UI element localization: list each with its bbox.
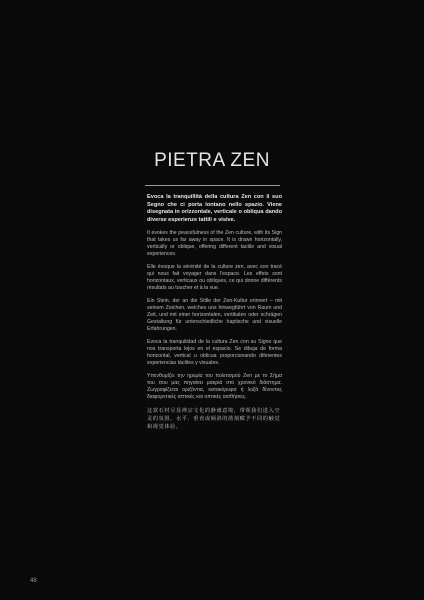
paragraph-greek: Υπενθυμίζει την ηρεμία του πολιτισμού Zen με το Σήμα του που μας πηγαίνει μακριά στο χρονικό διάστημα. Ζωγραφίζεται οριζόντια, κατακόρυφα ή λοξά δίνοντας διαφορετικές απτικές και οπτικές αισθήσεις. bbox=[147, 373, 282, 401]
title-divider bbox=[145, 185, 280, 186]
page-title: PIETRA ZEN bbox=[154, 150, 270, 171]
paragraph-spanish: Evoca la tranquilidad de la cultura Zen con su Signo que nos transporta lejos en el espacio. Se dibuja de forma horizontal, vertical u oblicua proporcionando diferentes experiencias táctiles y visuales. bbox=[147, 339, 282, 367]
paragraph-german: Ein Stein, der an die Stille der Zen-Kultur erinnert – mit seinem Zeichen, welches uns hinwegführt von Raum und Zeit, und mit einer horizontalen, vertikalen oder schrägen Gestaltung für unterschiedliche haptische und visuelle Erfahrungen. bbox=[147, 298, 282, 333]
paragraph-chinese: 这款石材尽显禅宗文化的静谧意境，带领我们进入空灵的氛围。水平、垂直或倾斜的凿刻赋予不同的触觉和视觉体验。 bbox=[147, 408, 281, 431]
paragraph-english: It evokes the peacefulness of the Zen culture, with its Sign that takes us far away in space. It is drawn horizontally, vertically or oblique, offering different tactile and visual experiences. bbox=[147, 230, 282, 258]
description-block bbox=[147, 194, 282, 431]
page-number: 48 bbox=[30, 578, 37, 584]
paragraph-italian: Evoca la tranquillità della cultura Zen con il suo Segno che ci porta lontano nello spazio. Viene disegnata in orizzontale, verticale o obliqua dando diverse esperienze tattili e visive. bbox=[147, 194, 282, 223]
paragraph-french: Elle évoque la sérénité de la culture zen, avec son tracé qui nous fait voyager dans l'espace. Les effets sont horizontaux, verticaux ou obliques, ce qui donne différents résultats au toucher et à la vue. bbox=[147, 264, 282, 292]
